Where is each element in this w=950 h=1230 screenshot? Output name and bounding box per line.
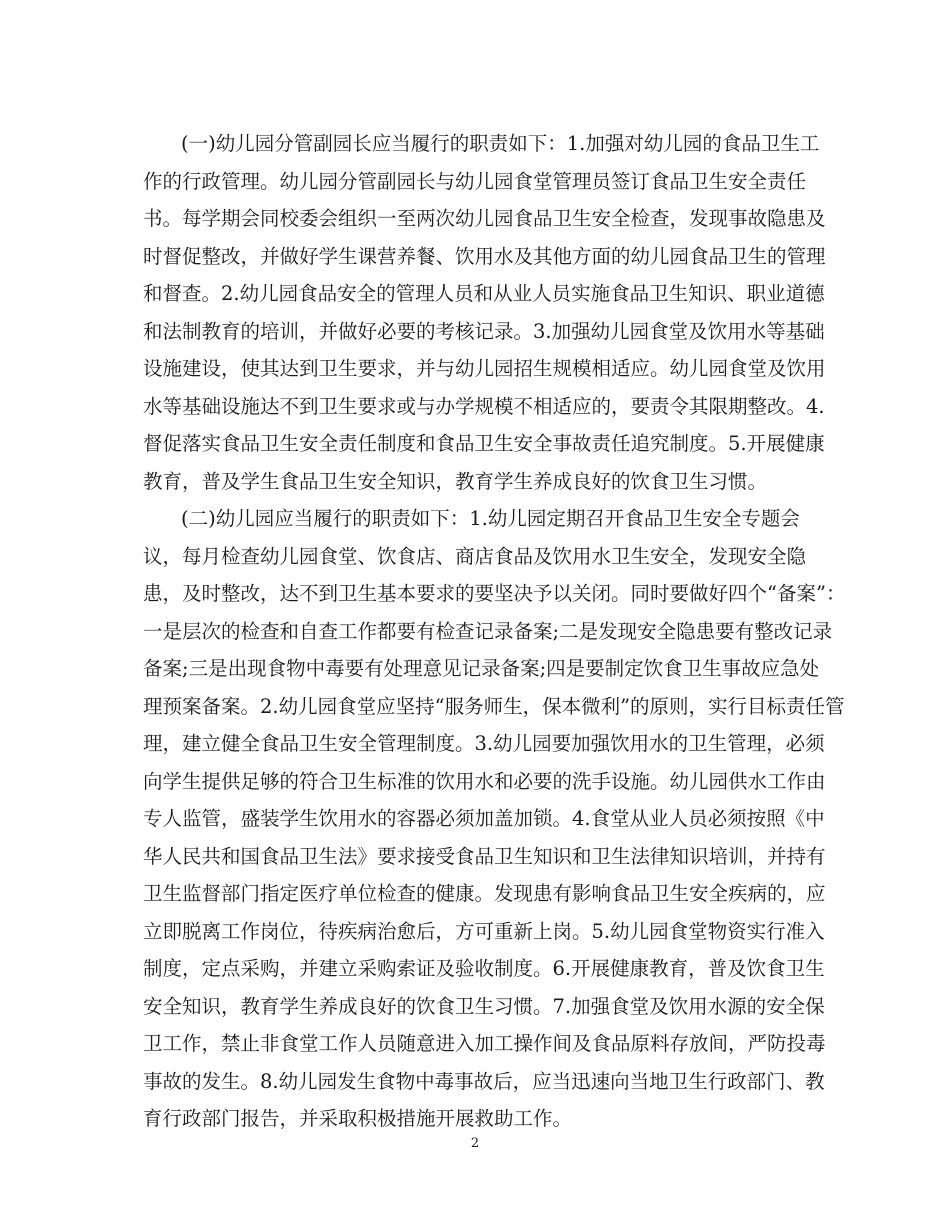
text-line: 备案;三是出现食物中毒要有处理意见记录备案;四是要制定饮食卫生事故应急处 xyxy=(143,657,820,680)
text-line: 卫工作，禁止非食堂工作人员随意进入加工操作间及食品原料存放间，严防投毒 xyxy=(143,1032,826,1055)
text-line: 事故的发生。8.幼儿园发生食物中毒事故后，应当迅速向当地卫生行政部门、教 xyxy=(143,1070,825,1093)
page-number: 2 xyxy=(470,1136,480,1151)
text-line: 一是层次的检查和自查工作都要有检查记录备案;二是发现安全隐患要有整改记录 xyxy=(143,620,833,643)
text-line: 制度，定点采购，并建立采购索证及验收制度。6.开展健康教育，普及饮食卫生 xyxy=(143,957,825,980)
text-line: (一)幼儿园分管副园长应当履行的职责如下：1.加强对幼儿园的食品卫生工 xyxy=(181,132,820,155)
text-line: 议，每月检查幼儿园食堂、饮食店、商店食品及饮用水卫生安全，发现安全隐 xyxy=(143,545,807,568)
text-line: 患，及时整改，达不到卫生基本要求的要坚决予以关闭。同时要做好四个“备案”： xyxy=(143,582,846,605)
text-line: 专人监管，盛装学生饮用水的容器必须加盖加锁。4.食堂从业人员必须按照《中 xyxy=(143,807,825,830)
text-line: 卫生监督部门指定医疗单位检查的健康。发现患有影响食品卫生安全疾病的，应 xyxy=(143,882,826,905)
text-line: 设施建设，使其达到卫生要求，并与幼儿园招生规模相适应。幼儿园食堂及饮用 xyxy=(143,357,826,380)
text-line: 时督促整改，并做好学生课营养餐、饮用水及其他方面的幼儿园食品卫生的管理 xyxy=(143,245,826,268)
text-line: 督促落实食品卫生安全责任制度和食品卫生安全事故责任追究制度。5.开展健康 xyxy=(143,432,825,455)
text-line: 水等基础设施达不到卫生要求或与办学规模不相适应的，要责令其限期整改。4. xyxy=(143,395,825,418)
text-line: 华人民共和国食品卫生法》要求接受食品卫生知识和卫生法律知识培训，并持有 xyxy=(143,845,826,868)
text-line: 教育，普及学生食品卫生安全知识，教育学生养成良好的饮食卫生习惯。 xyxy=(143,470,768,493)
text-line: 作的行政管理。幼儿园分管副园长与幼儿园食堂管理员签订食品卫生安全责任 xyxy=(143,170,807,193)
text-line: 育行政部门报告，并采取积极措施开展救助工作。 xyxy=(143,1107,573,1130)
text-line: 和法制教育的培训，并做好必要的考核记录。3.加强幼儿园食堂及饮用水等基础 xyxy=(143,320,825,343)
text-line: 书。每学期会同校委会组织一至两次幼儿园食品卫生安全检查，发现事故隐患及 xyxy=(143,207,826,230)
text-line: 立即脱离工作岗位，待疾病治愈后，方可重新上岗。5.幼儿园食堂物资实行准入 xyxy=(143,920,825,943)
text-line: 和督查。2.幼儿园食品安全的管理人员和从业人员实施食品卫生知识、职业道德 xyxy=(143,282,825,305)
text-line: 理，建立健全食品卫生安全管理制度。3.幼儿园要加强饮用水的卫生管理，必须 xyxy=(143,732,825,755)
text-line: (二)幼儿园应当履行的职责如下：1.幼儿园定期召开食品卫生安全专题会 xyxy=(181,507,800,530)
text-line: 向学生提供足够的符合卫生标准的饮用水和必要的洗手设施。幼儿园供水工作由 xyxy=(143,770,826,793)
text-line: 理预案备案。2.幼儿园食堂应坚持“服务师生，保本微利”的原则，实行目标责任管 xyxy=(143,695,845,718)
text-line: 安全知识，教育学生养成良好的饮食卫生习惯。7.加强食堂及饮用水源的安全保 xyxy=(143,995,825,1018)
